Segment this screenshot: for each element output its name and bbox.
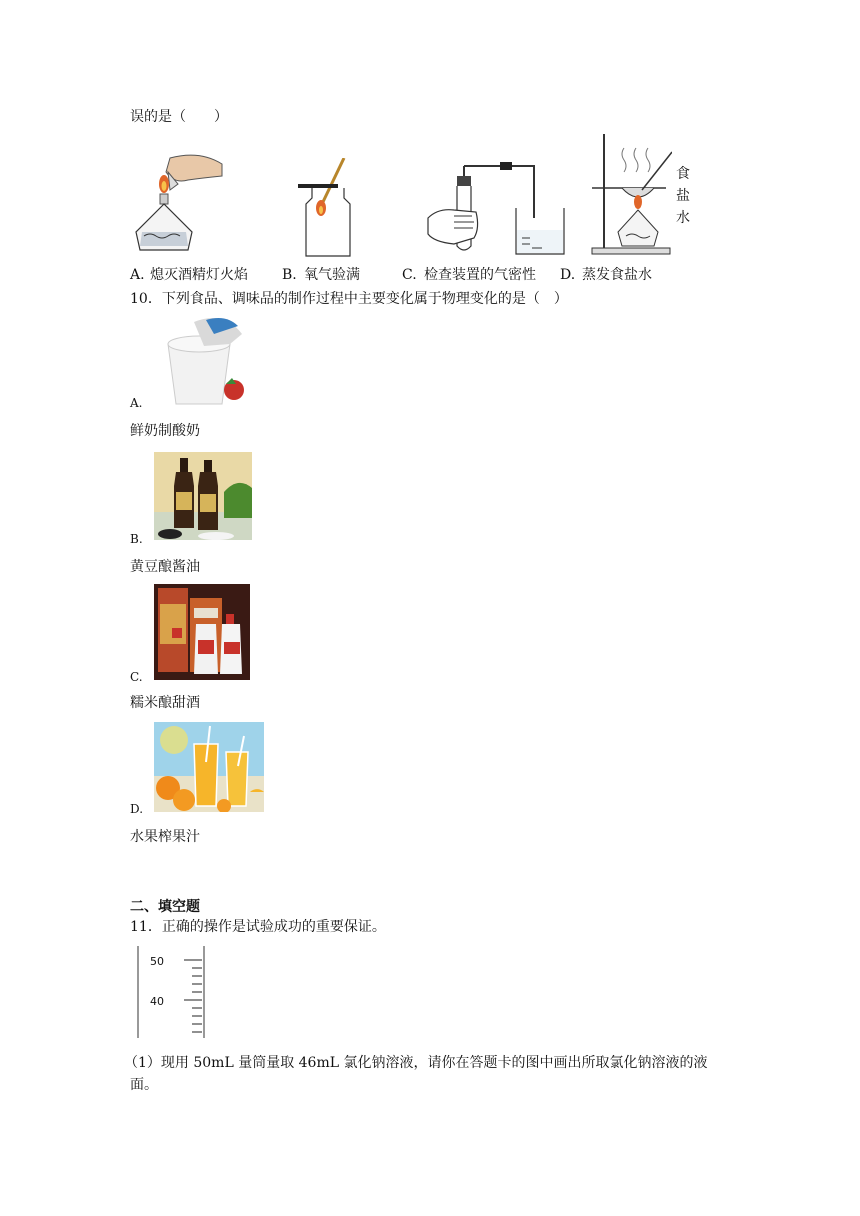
option-b-text: 氧气验满	[304, 267, 360, 283]
option-c-text: 检查装置的气密性	[424, 267, 536, 283]
airtightness-check-icon	[424, 158, 574, 258]
q10-option-b-caption: 黄豆酿酱油	[130, 559, 200, 575]
q10-option-c-letter: C.	[130, 670, 143, 684]
option-b-letter: B.	[282, 267, 297, 283]
orange-juice-photo	[154, 722, 264, 812]
gas-bottle-oxygen-test-icon	[296, 158, 356, 258]
rice-wine-photo	[154, 584, 250, 680]
q10-option-a-letter: A.	[130, 396, 143, 410]
option-d-text: 蒸发食盐水	[582, 267, 652, 283]
option-c-letter: C.	[402, 267, 417, 283]
question-10-stem: 10．下列食品、调味品的制作过程中主要变化属于物理变化的是（ ）	[130, 291, 568, 307]
question-11-part-1-line-1: （1）现用 50mL 量筒量取 46mL 氯化钠溶液，请你在答题卡的图中画出所取氯化钠溶液的液	[124, 1055, 708, 1071]
question-11-stem: 11．正确的操作是试验成功的重要保证。	[130, 919, 386, 935]
cylinder-tick-label-40: 40	[150, 995, 164, 1008]
option-d-letter: D.	[560, 267, 576, 283]
yogurt-photo	[154, 314, 244, 406]
evaporation-setup-icon	[588, 132, 672, 256]
salt-water-label-char-1: 食	[676, 166, 690, 182]
option-a-text: 熄灭酒精灯火焰	[150, 267, 248, 283]
question-11-part-1-line-2: 面。	[130, 1077, 158, 1093]
soy-sauce-photo	[154, 452, 252, 540]
graduated-cylinder-icon	[134, 944, 214, 1040]
q10-option-a-caption: 鲜奶制酸奶	[130, 423, 200, 439]
q10-option-d-letter: D.	[130, 802, 144, 816]
option-a-letter: A.	[130, 267, 145, 283]
q10-option-d-caption: 水果榨果汁	[130, 829, 200, 845]
alcohol-lamp-cap-icon	[130, 150, 230, 260]
q10-option-b-letter: B.	[130, 532, 143, 546]
salt-water-label-char-3: 水	[676, 210, 690, 226]
q10-option-c-caption: 糯米酿甜酒	[130, 695, 200, 711]
cylinder-tick-label-50: 50	[150, 955, 164, 968]
question-9-stem-tail: 误的是（ ）	[130, 109, 228, 125]
section-heading: 二、填空题	[130, 899, 200, 915]
salt-water-label-char-2: 盐	[676, 188, 690, 204]
